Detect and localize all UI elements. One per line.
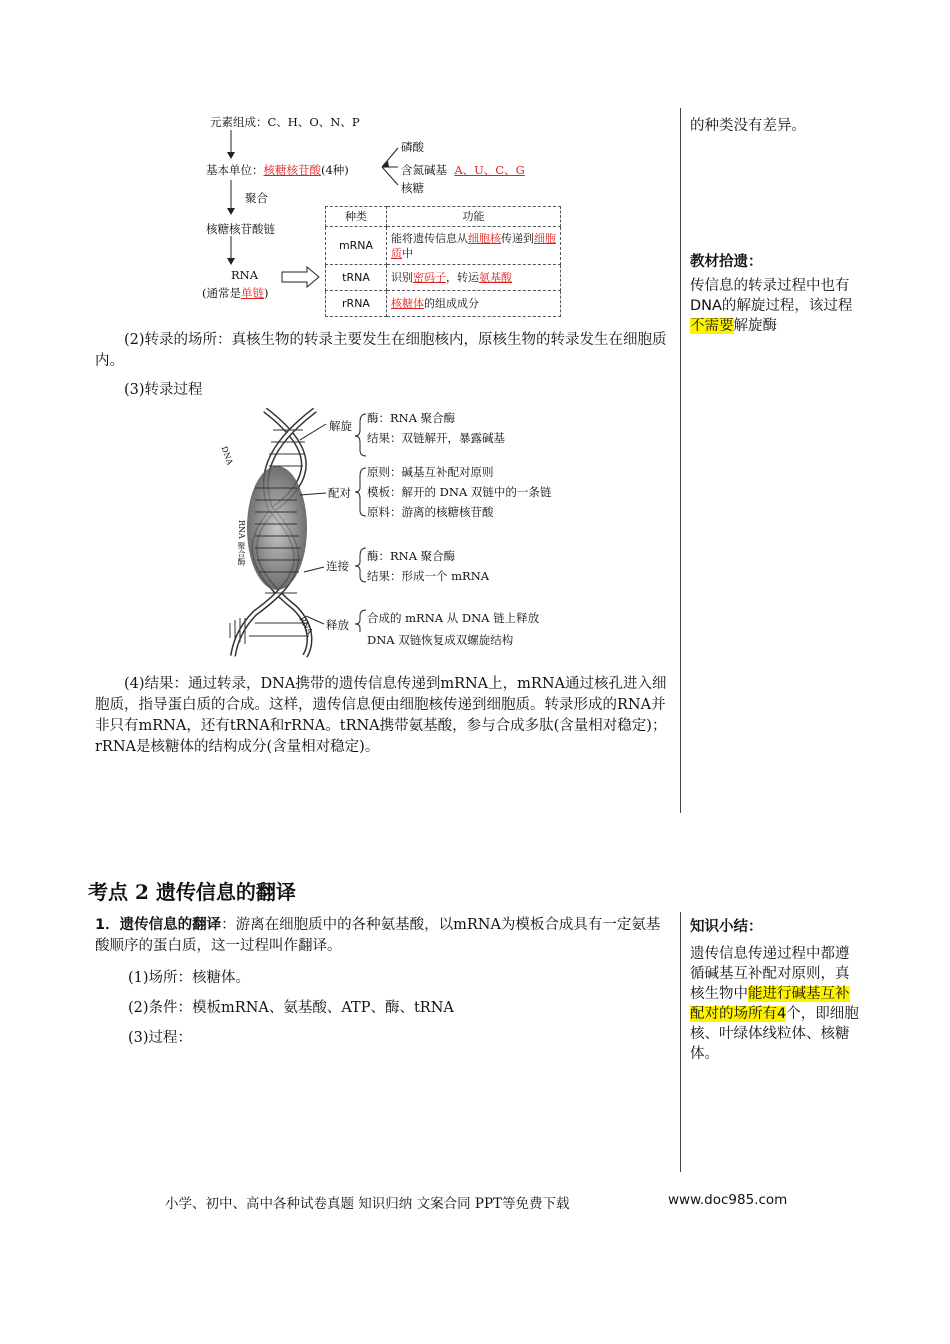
- base-prefix: 含氮碱基: [401, 163, 447, 177]
- branch-arrows-icon: [380, 142, 402, 192]
- rna-note: [202, 285, 269, 301]
- hollow-arrow-icon: [281, 266, 321, 288]
- func-text: 传递到: [501, 231, 534, 245]
- sidebar-text: 传信息的转录过程中也有DNA的解旋过程，该过程: [690, 278, 853, 314]
- paragraph-transcription-site: (2)转录的场所：真核生物的转录主要发生在细胞核内，原核生物的转录发生在细胞质内。: [95, 332, 667, 369]
- sidebar-text: 个，即细胞核、叶绿体线粒体、核糖体。: [690, 1006, 859, 1062]
- table-header-function: 功能: [387, 207, 561, 227]
- rna-note-suffix: ): [264, 286, 269, 300]
- table-header-kind: 种类: [326, 207, 387, 227]
- table-kind-rrna: rRNA: [326, 291, 387, 317]
- rna-label: RNA: [231, 268, 259, 282]
- rna-note-prefix: (通常是: [202, 286, 241, 300]
- stage-detail: 合成的 mRNA 从 DNA 链上释放: [367, 611, 540, 625]
- unit-prefix: 基本单位：: [206, 163, 264, 177]
- rna-note-red: 单链: [241, 286, 264, 300]
- translation-process: (3)过程：: [128, 1030, 193, 1046]
- arrow-down-icon: [225, 130, 237, 160]
- stage-detail: 酶：RNA 聚合酶: [367, 549, 456, 563]
- stage-unwind: 解旋: [329, 419, 352, 433]
- rna-strand-label: RNA: [297, 615, 315, 636]
- translation-definition-lead: 1．遗传信息的翻译: [95, 917, 222, 933]
- footer-text: 小学、初中、高中各种试卷真题 知识归纳 文案合同 PPT等免费下载: [165, 1196, 570, 1212]
- table-func-rrna: [387, 291, 561, 317]
- func-red: 核糖体: [391, 297, 424, 310]
- func-text: 能将遗传信息从: [391, 231, 468, 245]
- translation-conditions: (2)条件：模板mRNA、氨基酸、ATP、酶、tRNA: [128, 1000, 454, 1016]
- stage-braces: [300, 410, 370, 635]
- table-func-trna: [387, 265, 561, 291]
- func-red: 细胞核: [468, 231, 501, 245]
- arrow-down-icon: [225, 236, 237, 266]
- sidebar-continued-text: 的种类没有差异。: [690, 118, 806, 134]
- base-line: [401, 162, 525, 178]
- sidebar-highlight: 能进行碱基互补配对的场所有4: [690, 986, 850, 1022]
- func-red: 细胞质: [391, 231, 556, 260]
- unit-name: 核糖核苷酸: [263, 163, 321, 177]
- stage-detail: DNA 双链恢复成双螺旋结构: [367, 633, 514, 647]
- table-kind-mrna: mRNA: [326, 227, 387, 265]
- arrow-down-icon: [225, 180, 237, 216]
- stage-release: 释放: [326, 618, 349, 632]
- paragraph-transcription-process: (3)转录过程: [124, 382, 203, 398]
- sidebar-textbook-note: [690, 276, 860, 336]
- stage-detail: 原料：游离的核糖核苷酸: [367, 505, 494, 519]
- dna-strand-label: DNA: [219, 445, 235, 467]
- footer-link[interactable]: www.doc985.com: [668, 1192, 788, 1208]
- func-red: 氨基酸: [479, 271, 512, 284]
- sidebar-title-summary: 知识小结：: [690, 919, 763, 935]
- chain-label: 核糖核苷酸链: [206, 222, 275, 236]
- bases-list: A、U、C、G: [454, 163, 525, 177]
- func-text: 中: [402, 246, 413, 260]
- polymerize-label: 聚合: [245, 191, 268, 205]
- elements-line: 元素组成：C、H、O、N、P: [210, 115, 360, 129]
- sidebar-title-textbook: 教材拾遗：: [690, 254, 763, 270]
- translation-site: (1)场所：核糖体。: [128, 970, 251, 986]
- rna-polymerase-label: RNA 聚合酶: [237, 520, 246, 566]
- stage-link: 连接: [326, 559, 349, 573]
- column-divider-top: [680, 108, 681, 813]
- rna-types-table: [325, 206, 561, 317]
- ribose-label: 核糖: [401, 181, 424, 195]
- sidebar-text: 解旋酶: [733, 318, 777, 334]
- column-divider-bottom: [680, 912, 681, 1172]
- func-text: 识别: [391, 271, 413, 284]
- stage-detail: 结果：形成一个 mRNA: [367, 569, 490, 583]
- basic-unit-line: [206, 162, 349, 178]
- stage-detail: 酶：RNA 聚合酶: [367, 411, 456, 425]
- stage-detail: 结果：双链解开，暴露碱基: [367, 431, 505, 445]
- stage-pair: 配对: [328, 486, 351, 500]
- stage-detail: 原则：碱基互补配对原则: [367, 465, 494, 479]
- translation-definition-text: ：游离在细胞质中的各种氨基酸，以mRNA为模板合成具有一定氨基酸顺序的蛋白质，这一过程叫作翻译。: [95, 917, 661, 954]
- table-kind-trna: tRNA: [326, 265, 387, 291]
- func-text: ，转运: [446, 271, 479, 284]
- phosphate-label: 磷酸: [401, 140, 424, 154]
- func-red: 密码子: [413, 271, 446, 284]
- sidebar-summary-note: [690, 944, 860, 1064]
- func-text: 的组成成分: [424, 297, 479, 310]
- translation-definition: [95, 915, 672, 957]
- sidebar-highlight: 不需要: [690, 318, 734, 334]
- unit-kinds: (4种): [321, 163, 349, 177]
- section-title: 考点 2 遗传信息的翻译: [88, 880, 296, 904]
- paragraph-transcription-result: (4)结果：通过转录，DNA携带的遗传信息传递到mRNA上，mRNA通过核孔进入细胞质，指导蛋白质的合成。这样，遗传信息便由细胞核传递到细胞质。转录形成的RNA并非只有mRNA，还有tRNA和rRNA。tRNA携带氨基酸，参与合成多肽(含量相对稳定)；rRNA是核糖体的结构成分(含量相对稳定)。: [95, 676, 667, 755]
- sidebar-text: 遗传信息传递过程中都遵循碱基互补配对原则，真核生物中: [690, 946, 850, 1002]
- table-func-mrna: [387, 227, 561, 265]
- stage-detail: 模板：解开的 DNA 双链中的一条链: [367, 485, 552, 499]
